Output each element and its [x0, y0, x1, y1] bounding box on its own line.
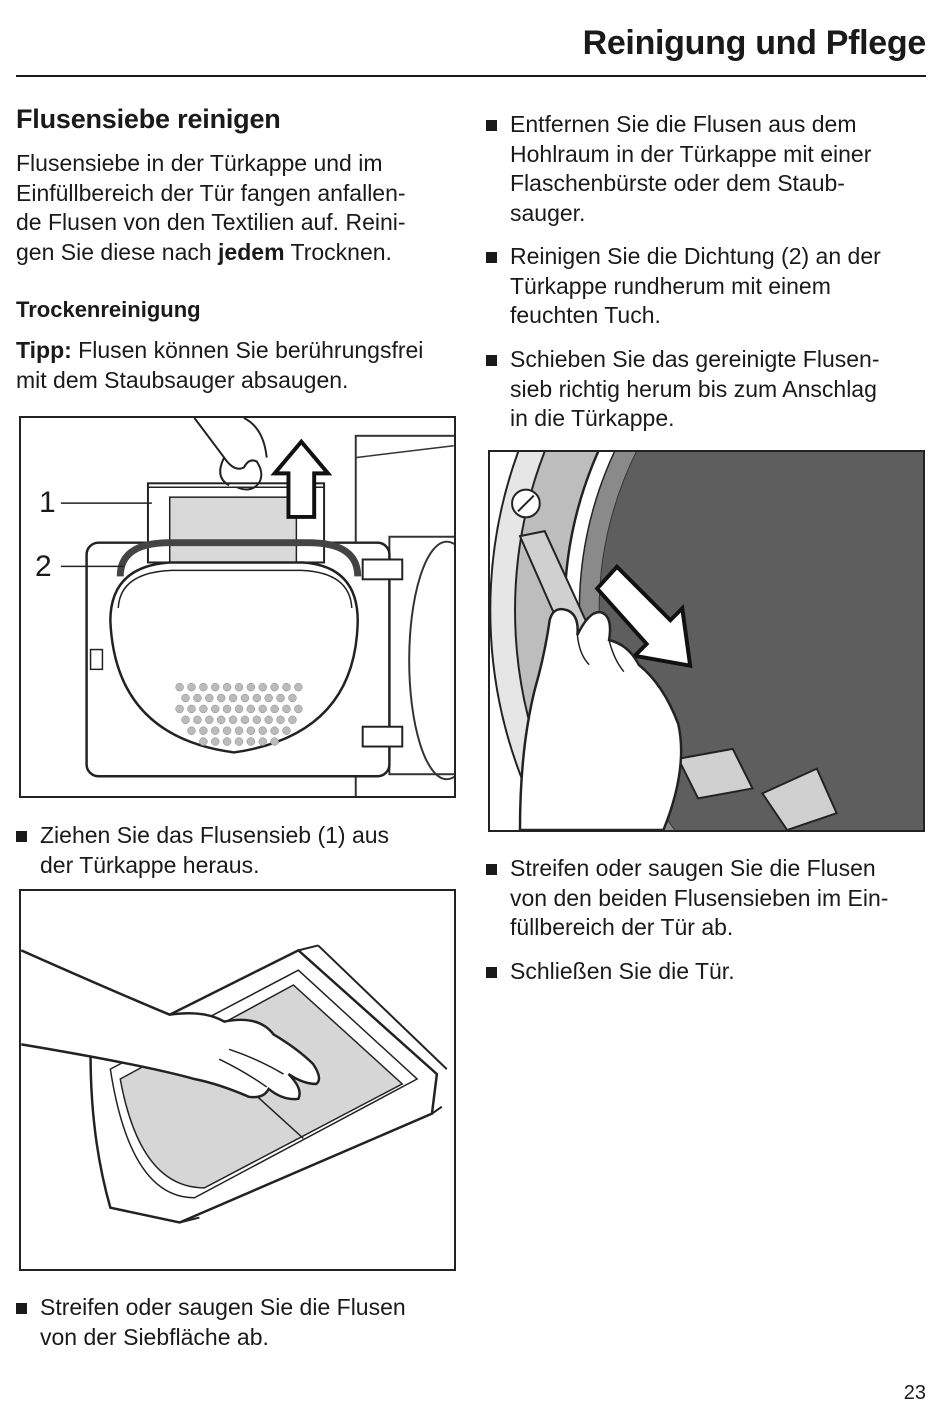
intro-line: gen Sie diese nach: [16, 238, 219, 265]
left-column: [16, 104, 456, 395]
instruction-line: Schließen Sie die Tür.: [510, 958, 735, 984]
door-cap-illustration: [21, 418, 454, 796]
bullet-square-icon: [16, 831, 27, 842]
instruction-line: füllbereich der Tür ab.: [510, 914, 734, 940]
callout-2: 2: [35, 550, 52, 583]
section-heading: Flusensiebe reinigen: [16, 104, 281, 134]
intro-emphasis: jedem: [218, 238, 285, 265]
bullet-square-icon: [486, 864, 497, 875]
instruction-line: Hohlraum in der Türkappe mit einer: [510, 140, 872, 167]
instruction-line: von der Siebfläche ab.: [40, 1323, 269, 1350]
instruction-line: in die Türkappe.: [510, 405, 675, 431]
instruction-line: sauger.: [510, 199, 586, 226]
instruction-line: Streifen oder saugen Sie die Flusen: [510, 855, 876, 881]
bullet-square-icon: [486, 120, 497, 131]
instruction-line: Streifen oder saugen Sie die Flusen: [40, 1294, 406, 1320]
bullet-square-icon: [486, 355, 497, 366]
page-number: 23: [903, 1382, 926, 1404]
page-header-title: Reinigung und Pflege: [582, 24, 926, 62]
instruction-item: [16, 1293, 480, 1352]
instruction-line: der Türkappe heraus.: [40, 851, 260, 878]
bullet-square-icon: [486, 967, 497, 978]
instruction-line: Ziehen Sie das Flusensieb (1) aus: [40, 822, 390, 848]
figure-insert-filter: [488, 450, 925, 832]
instruction-line: Reinigen Sie die Dichtung (2) an der: [510, 243, 881, 269]
figure-wipe-filter: [19, 889, 456, 1271]
instruction-item: [16, 821, 480, 880]
instruction-line: feuchten Tuch.: [510, 302, 661, 328]
intro-line: de Flusen von den Textilien auf. Reini-: [16, 209, 406, 235]
intro-line: Flusensiebe in der Türkappe und im: [16, 150, 383, 176]
wipe-filter-illustration: [21, 891, 454, 1269]
instruction-line: von den beiden Flusensieben im Ein-: [510, 884, 889, 911]
bullet-square-icon: [16, 1303, 27, 1314]
figure-door-cap: [19, 416, 456, 798]
intro-line: Trocknen.: [284, 238, 392, 265]
insert-filter-illustration: [490, 452, 923, 830]
bullet-square-icon: [486, 252, 497, 263]
instruction-line: Türkappe rundherum mit einem: [510, 272, 831, 299]
header-rule: [16, 75, 926, 77]
tip-text: Flusen können Sie berührungsfrei: [71, 337, 424, 363]
instruction-item: [486, 854, 950, 943]
instruction-item: [486, 957, 950, 987]
subheading: Trockenreinigung: [16, 297, 201, 322]
intro-line: Einfüllbereich der Tür fangen anfallen-: [16, 179, 406, 206]
instruction-item: [486, 345, 950, 434]
callout-1: 1: [39, 486, 56, 519]
tip-paragraph: [16, 336, 456, 395]
tip-text: mit dem Staubsauger absaugen.: [16, 366, 349, 393]
instruction-line: Entfernen Sie die Flusen aus dem: [510, 111, 857, 137]
instruction-item: [486, 242, 950, 331]
instruction-line: Schieben Sie das gereinigte Flusen-: [510, 346, 880, 372]
tip-label: Tipp:: [16, 337, 72, 363]
instruction-line: sieb richtig herum bis zum Anschlag: [510, 375, 877, 402]
instruction-line: Flaschenbürste oder dem Staub-: [510, 170, 845, 196]
intro-paragraph: [16, 149, 456, 267]
instruction-item: [486, 110, 950, 228]
